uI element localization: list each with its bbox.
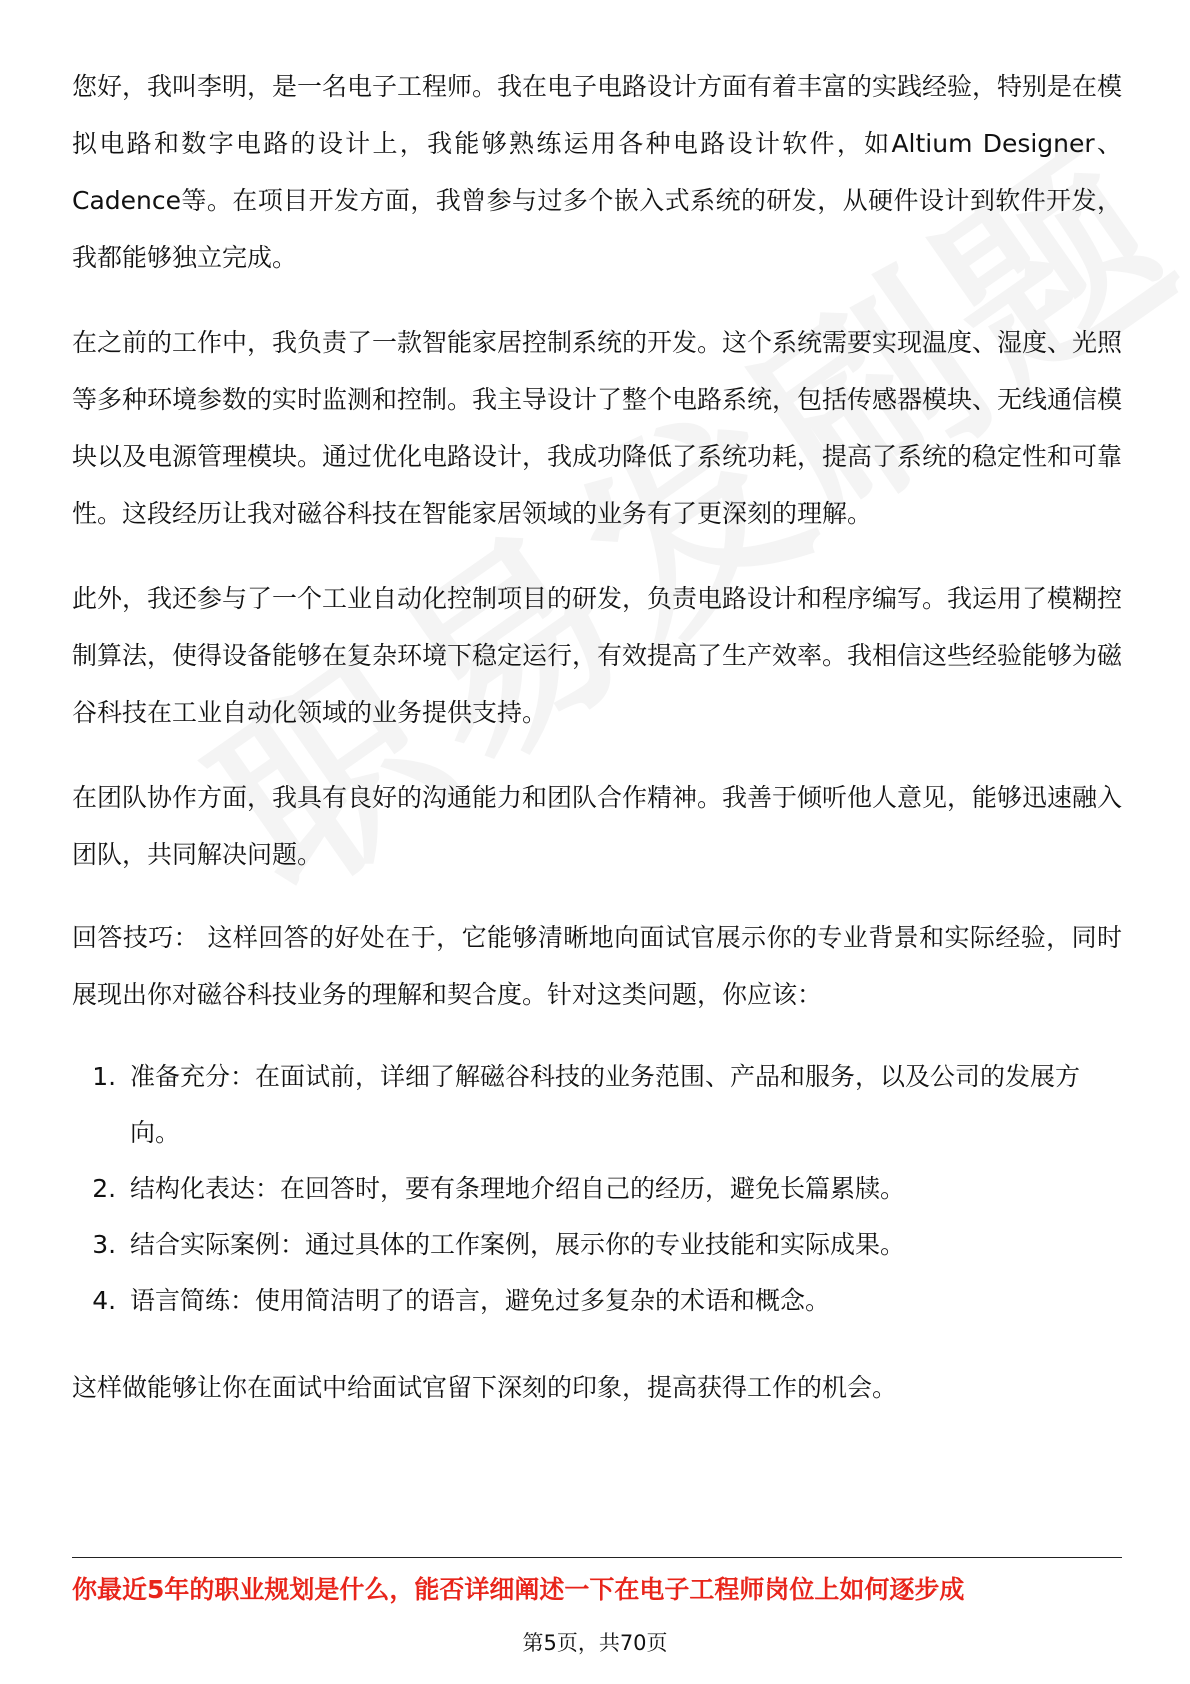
tip-item: 1. 准备充分：在面试前，详细了解磁谷科技的业务范围、产品和服务，以及公司的发展方向。 — [124, 1049, 1122, 1161]
tip-item: 3. 结合实际案例：通过具体的工作案例，展示你的专业技能和实际成果。 — [124, 1217, 1122, 1273]
page-number: 第5页，共70页 — [522, 1631, 668, 1655]
paragraph-intro: 您好，我叫李明，是一名电子工程师。我在电子电路设计方面有着丰富的实践经验，特别是在模拟电路和数字电路的设计上，我能够熟练运用各种电路设计软件，如Altium Designer、Cadence等。在项目开发方面，我曾参与过多个嵌入式系统的研发，从硬件设计到软件开发，我都能够独立完成。 — [72, 72, 1123, 272]
paragraph-answer-tips: 回答技巧： 这样回答的好处在于，它能够清晰地向面试官展示你的专业背景和实际经验，同时展现出你对磁谷科技业务的理解和契合度。针对这类问题，你应该： — [72, 923, 1122, 1009]
paragraph-industrial: 此外，我还参与了一个工业自动化控制项目的研发，负责电路设计和程序编写。我运用了模糊控制算法，使得设备能够在复杂环境下稳定运行，有效提高了生产效率。我相信这些经验能够为磁谷科技在工业自动化领域的业务提供支持。 — [72, 584, 1123, 727]
section-divider — [72, 1557, 1122, 1558]
answer-content — [72, 58, 1122, 1444]
tip-item: 2. 结构化表达：在回答时，要有条理地介绍自己的经历，避免长篇累牍。 — [124, 1161, 1122, 1217]
paragraph-teamwork: 在团队协作方面，我具有良好的沟通能力和团队合作精神。我善于倾听他人意见，能够迅速融入团队，共同解决问题。 — [72, 783, 1123, 869]
next-question-title: 你最近5年的职业规划是什么，能否详细阐述一下在电子工程师岗位上如何逐步成 — [72, 1575, 965, 1604]
tip-item: 4. 语言简练：使用简洁明了的语言，避免过多复杂的术语和概念。 — [124, 1273, 1122, 1329]
paragraph-smart-home: 在之前的工作中，我负责了一款智能家居控制系统的开发。这个系统需要实现温度、湿度、光照等多种环境参数的实时监测和控制。我主导设计了整个电路系统，包括传感器模块、无线通信模块以及电源管理模块。通过优化电路设计，我成功降低了系统功耗，提高了系统的稳定性和可靠性。这段经历让我对磁谷科技在智能家居领域的业务有了更深刻的理解。 — [72, 328, 1123, 528]
tips-list — [72, 1049, 1122, 1329]
paragraph-closing: 这样做能够让你在面试中给面试官留下深刻的印象，提高获得工作的机会。 — [72, 1373, 898, 1402]
